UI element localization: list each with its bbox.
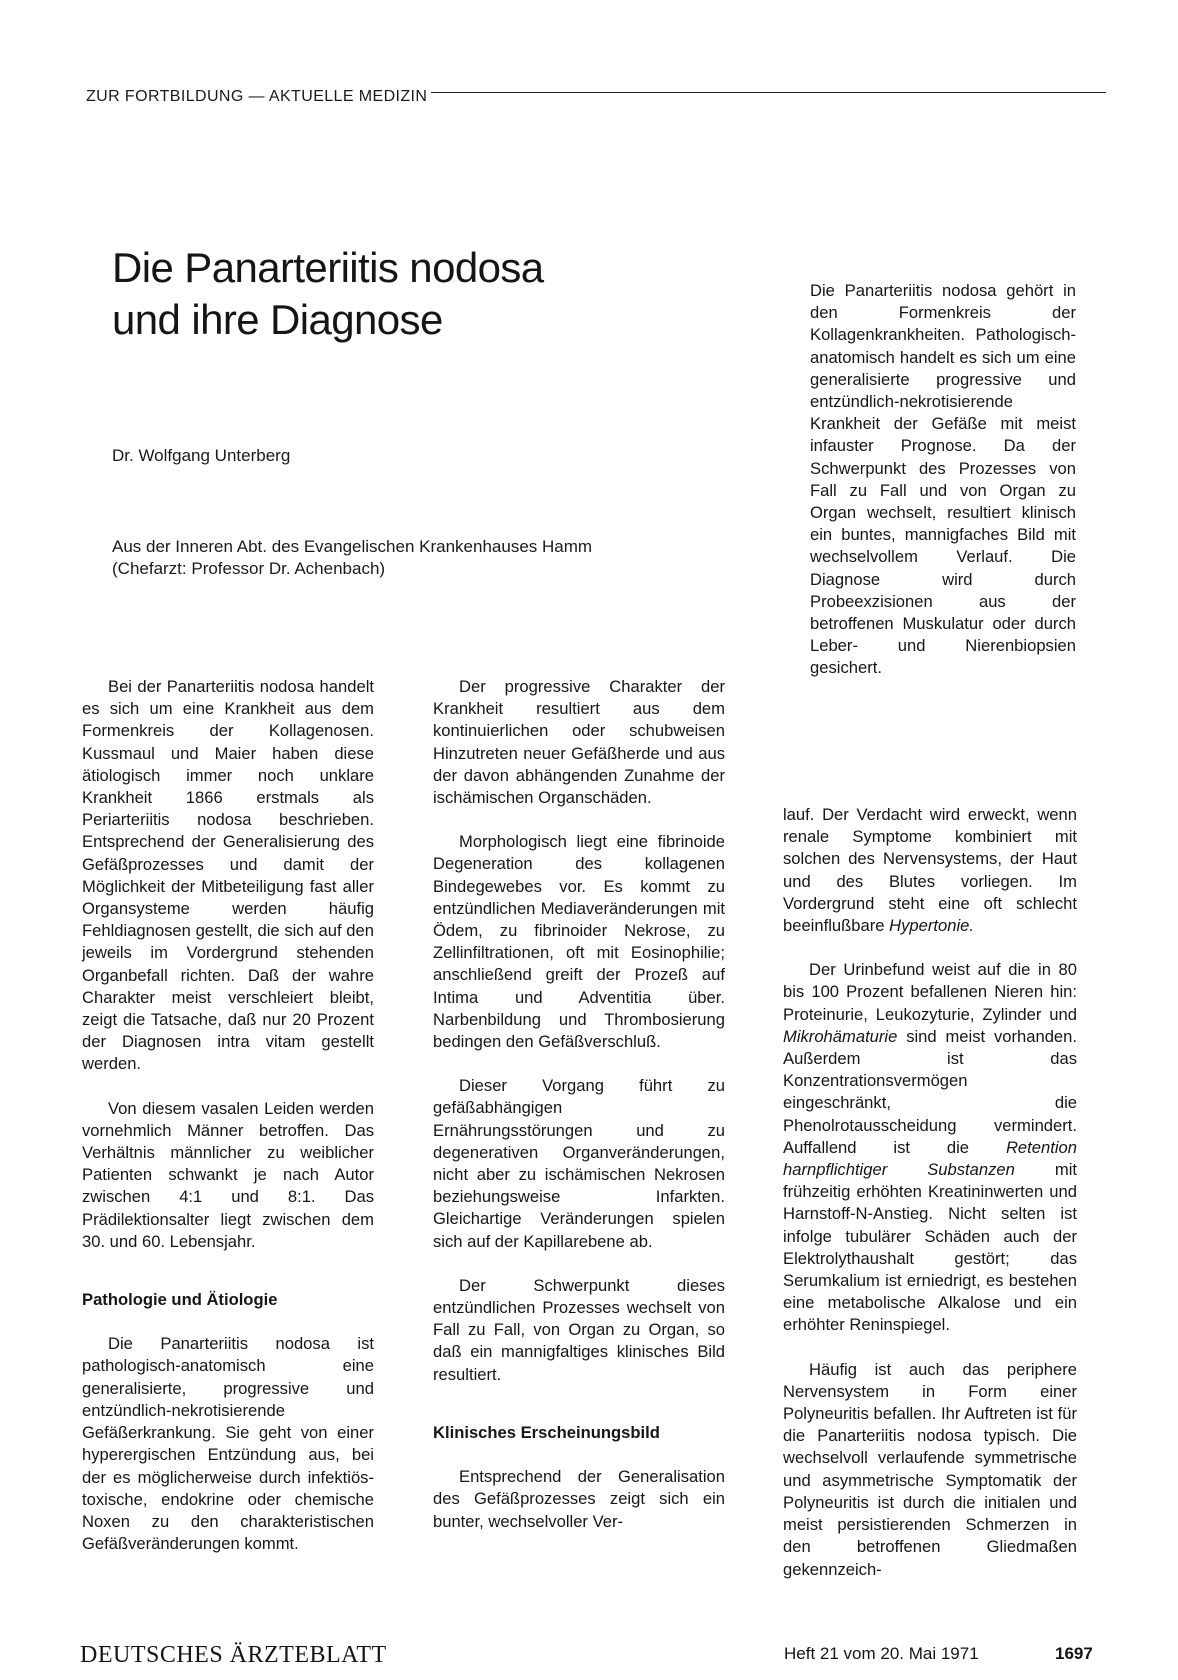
page-number: 1697 [1055,1644,1093,1663]
section-heading-klinisches: Klinisches Erscheinungsbild [433,1422,660,1442]
paragraph: Bei der Panarteriitis nodosa handelt es sich um eine Krankheit aus dem Formenkreis der Kollagenosen. Kussmaul und Maier haben diese ätiologisch immer noch unklare Krankheit 1866 erstmals als Periarteriitis nodosa beschrieben. Entsprechend der Generalisierung des Gefäßprozesses und damit der Möglichkeit der Mitbeteiligung fast aller Organsysteme werden häufig Fehldiagnosen gestellt, die sich auf den jeweils im Vordergrund stehenden Organbefall richten. Daß der wahre Charakter meist verschleiert bleibt, zeigt die Tatsache, daß nur 20 Prozent der Diagnosen intra vitam gestellt werden. [82,677,374,1074]
issue-info: Heft 21 vom 20. Mai 1971 [784,1644,979,1663]
author-name: Dr. Wolfgang Unterberg [112,446,291,465]
text-run: sind meist vorhanden. Außerdem ist das Konzentrationsvermögen eingeschränkt, die Phenolrotausscheidung vermindert. Auffallend ist die [783,1026,1077,1157]
affiliation [112,536,592,580]
paragraph [783,959,1077,1336]
title-line-1: Die Panarteriitis nodosa [112,244,544,291]
paragraph: Die Panarteriitis nodosa ist pathologisch-anatomisch eine generalisierte, progressive und entzündlich-nekrotisierende Gefäßerkrankung. Sie geht von einer hyperergischen Entzündung aus, bei der es möglicherweise durch infektiös-toxische, endokrine oder chemische Noxen zu den charakteristischen Gefäßveränderungen kommt. [82,1334,374,1554]
emphasis: Retention harnpflichtiger Substanzen [783,1137,1077,1180]
section-heading-pathologie: Pathologie und Ätiologie [82,1290,278,1310]
paragraph [783,804,1077,937]
paragraph: Der progressive Charakter der Krankheit resultiert aus dem kontinuierlichen oder schubweisen Hinzutreten neuer Gefäßherde und aus der davon abhängenden Zunahme der ischämischen Organschäden. [433,677,725,808]
affiliation-line-2: (Chefarzt: Professor Dr. Achenbach) [112,559,386,578]
title-line-2: und ihre Diagnose [112,296,443,343]
paragraph: Häufig ist auch das periphere Nervensystem in Form einer Polyneuritis befallen. Ihr Auftreten ist für die Panarteriitis nodosa typisch. Die wechselvoll verlaufende symmetrische und asymmetrische Symptomatik der Polyneuritis ist durch die initialen und meist persistierenden Schmerzen in den betroffenen Gliedmaßen gekennzeich- [783,1359,1077,1579]
header-rule [431,92,1106,93]
text-run: mit frühzeitig erhöhten Kreatininwerten und Harnstoff-N-Anstieg. Nicht selten ist infolge tubulärer Schäden auch der Elektrolythaushalt gestört; das Serumkalium ist erniedrigt, es bestehen eine metabolische Alkalose und ein erhöhter Reninspiegel. [783,1160,1077,1335]
body-column-2 [433,676,725,1555]
emphasis: Mikrohämaturie [783,1026,898,1046]
text-run: Der Urinbefund weist auf die in 80 bis 100 Prozent befallenen Nieren hin: Proteinurie, Leukozyturie, Zylinder und [783,960,1077,1024]
affiliation-line-1: Aus der Inneren Abt. des Evangelischen Krankenhauses Hamm [112,537,593,556]
body-column-3 [783,804,1077,1603]
abstract: Die Panarteriitis nodosa gehört in den Formenkreis der Kollagenkrankheiten. Pathologisch-anatomisch handelt es sich um eine generalisierte progressive und entzündlich-nekrotisierende Krankheit der Gefäße mit meist infauster Prognose. Da der Schwerpunkt des Prozesses von Fall zu Fall und von Organ zu Organ wechselt, resultiert klinisch ein buntes, mannigfaches Bild mit wechselvollem Verlauf. Die Diagnose wird durch Probeexzisionen aus der betroffenen Muskulatur oder durch Leber- und Nierenbiopsien gesichert. [810,281,1076,678]
paragraph: Morphologisch liegt eine fibrinoide Degeneration des kollagenen Bindegewebes vor. Es kommt zu entzündlichen Mediaveränderungen mit Ödem, zu fibrinoider Nekrose, zu Zellinfiltrationen, oft mit Eosinophilie; anschließend greift der Prozeß auf Intima und Adventitia über. Narbenbildung und Thrombosierung bedingen den Gefäßverschluß. [433,832,725,1052]
article-title [112,242,544,346]
text-run: lauf. Der Verdacht wird erweckt, wenn renale Symptome kombiniert mit solchen des Nervensystems, der Haut und des Blutes vorliegen. Im Vordergrund steht eine oft schlecht beeinflußbare [783,805,1077,936]
section-title: ZUR FORTBILDUNG — AKTUELLE MEDIZIN [86,88,428,105]
paragraph: Dieser Vorgang führt zu gefäßabhängigen Ernährungsstörungen und zu degenerativen Organveränderungen, nicht aber zu ischämischen Nekrosen beziehungsweise Infarkten. Gleichartige Veränderungen spielen sich auf der Kapillarebene ab. [433,1076,725,1251]
running-header [86,88,1106,106]
paragraph: Entsprechend der Generalisation des Gefäßprozesses zeigt sich ein bunter, wechselvoller Ver- [433,1467,725,1531]
body-column-1 [82,676,374,1577]
journal-name: DEUTSCHES ÄRZTEBLATT [80,1642,387,1668]
paragraph: Von diesem vasalen Leiden werden vornehmlich Männer betroffen. Das Verhältnis männlicher zu weiblicher Patienten schwankt je nach Autor zwischen 4:1 und 8:1. Das Prädilektionsalter liegt zwischen dem 30. und 60. Lebensjahr. [82,1098,374,1251]
emphasis: Hypertonie. [889,916,974,936]
paragraph: Der Schwerpunkt dieses entzündlichen Prozesses wechselt von Fall zu Fall, von Organ zu Organ, so daß ein mannigfaltiges klinisches Bild resultiert. [433,1275,725,1384]
abstract-column [810,280,1076,702]
